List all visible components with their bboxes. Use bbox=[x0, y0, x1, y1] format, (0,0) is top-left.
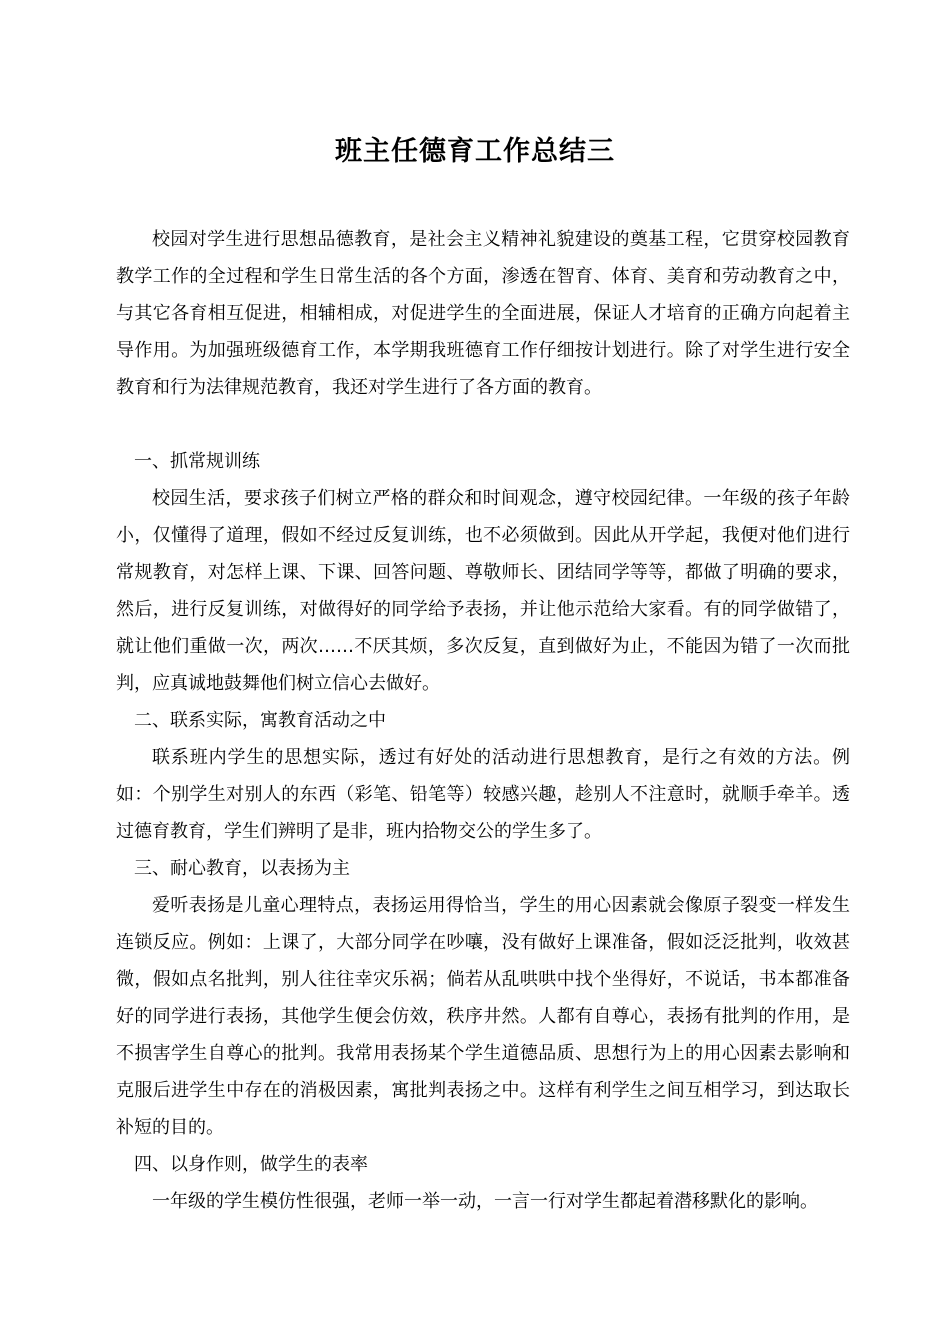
paragraph-spacer bbox=[116, 406, 850, 443]
section-3-heading: 三、耐心教育，以表扬为主 bbox=[134, 858, 350, 879]
section-1-body: 校园生活，要求孩子们树立严格的群众和时间观念，遵守校园纪律。一年级的孩子年龄小，仅懂得了道理，假如不经过反复训练，也不必须做到。因此从开学起，我便对他们进行常规教育，对怎样上课、下课、回答问题、尊敬师长、团结同学等等，都做了明确的要求，然后，进行反复训练，对做得好的同学给予表扬，并让他示范给大家看。有的同学做错了，就让他们重做一次，两次……不厌其烦，多次反复，直到做好为止，不能因为错了一次而批判，应真诚地鼓舞他们树立信心去做好。 bbox=[116, 488, 850, 694]
section-3-body: 爱听表扬是儿童心理特点，表扬运用得恰当，学生的用心因素就会像原子裂变一样发生连锁反应。例如：上课了，大部分同学在吵嚷，没有做好上课准备，假如泛泛批判，收效甚微，假如点名批判，别人往往幸灾乐祸；倘若从乱哄哄中找个坐得好，不说话，书本都准备好的同学进行表扬，其他学生便会仿效，秩序井然。人都有自尊心，表扬有批判的作用，是不损害学生自尊心的批判。我常用表扬某个学生道德品质、思想行为上的用心因素去影响和克服后进学生中存在的消极因素，寓批判表扬之中。这样有利学生之间互相学习，到达取长补短的目的。 bbox=[116, 895, 850, 1138]
document-title: 班主任德育工作总结三 bbox=[335, 136, 615, 167]
section-2-body: 联系班内学生的思想实际，透过有好处的活动进行思想教育，是行之有效的方法。例如：个别学生对别人的东西（彩笔、铅笔等）较感兴趣，趁别人不注意时，就顺手牵羊。透过德育教育，学生们辨明了是非，班内拾物交公的学生多了。 bbox=[116, 747, 850, 842]
document-body bbox=[116, 221, 850, 1220]
intro-paragraph: 校园对学生进行思想品德教育，是社会主义精神礼貌建设的奠基工程，它贯穿校园教育教学工作的全过程和学生日常生活的各个方面，渗透在智育、体育、美育和劳动教育之中，与其它各育相互促进，相辅相成，对促进学生的全面进展，保证人才培育的正确方向起着主导作用。为加强班级德育工作，本学期我班德育工作仔细按计划进行。除了对学生进行安全教育和行为法律规范教育，我还对学生进行了各方面的教育。 bbox=[116, 229, 850, 398]
section-1-heading: 一、抓常规训练 bbox=[134, 451, 260, 472]
section-2-heading: 二、联系实际，寓教育活动之中 bbox=[134, 710, 386, 731]
section-4-heading: 四、以身作则，做学生的表率 bbox=[134, 1154, 368, 1175]
section-4-body: 一年级的学生模仿性很强，老师一举一动，一言一行对学生都起着潜移默化的影响。 bbox=[152, 1191, 818, 1212]
